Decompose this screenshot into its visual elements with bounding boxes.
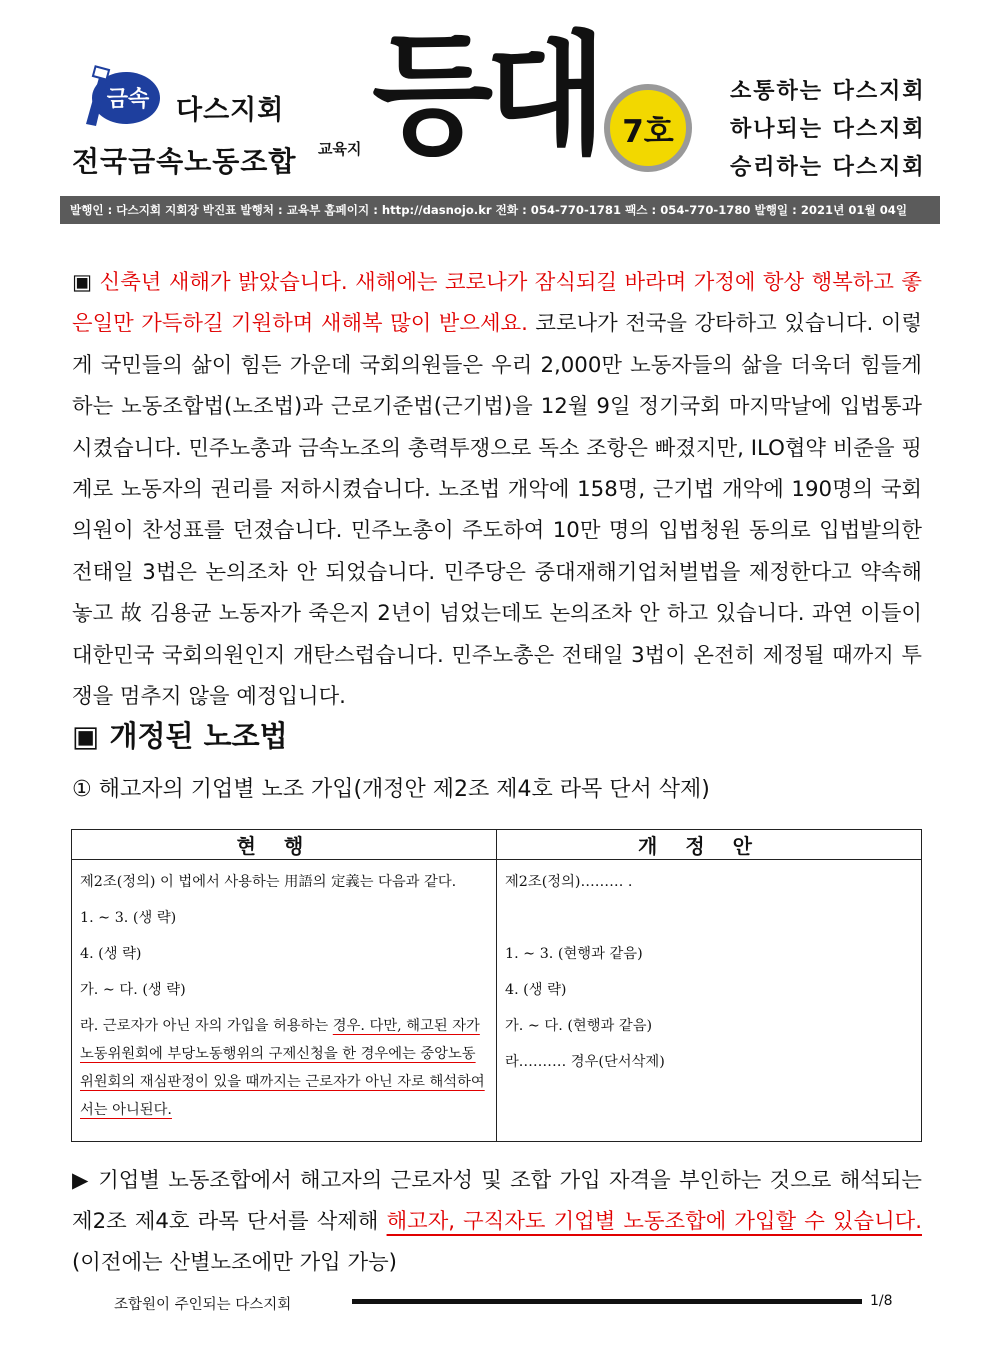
page-number: 1/8 [870,1293,893,1309]
edu-label: 교육지 [318,140,362,158]
current-p5-underlined: 경우. 다만, 해고된 자가 노동위원회에 부당노동행위의 구제신청을 한 경우에는 중앙노동위원회의 재심판정이 있을 때까지는 근로자가 아닌 자로 해석하여서는 아니된다. [80,1018,485,1118]
table-header-row [72,830,922,860]
publication-info-bar: 발행인 : 다스지회 지회장 박진표 발행처 : 교육부 홈페이지 : http://dasnojo.kr 전화 : 054-770-1781 팩스 : 054-770-1780 발행일 : 2021년 01월 04일 [60,196,940,224]
local-name: 다스지회 [176,95,285,126]
arrow-marker-icon: ▶ [72,1168,90,1193]
union-name: 전국금속노동조합 [72,145,297,178]
current-p3: 4. (생 략) [80,946,142,962]
current-p5-plain: 라. 근로자가 아닌 자의 가입을 허용하는 [80,1018,333,1034]
header-current: 현행 [72,830,497,860]
section-title: ▣ 개정된 노조법 [72,719,288,753]
revised-p4: 가. ∼ 다. (현행과 같음) [505,1018,653,1034]
conclusion-tail: (이전에는 산별노조에만 가입 가능) [72,1250,397,1275]
comparison-table [71,829,922,1142]
current-law-cell [72,860,497,1142]
newsletter-header [0,0,992,240]
current-p5 [80,1012,488,1124]
intro-body: 코로나가 전국을 강타하고 있습니다. 이렇게 국민들의 삶이 힘든 가운데 국회의원들은 우리 2,000만 노동자들의 삶을 더욱더 힘들게 하는 노동조합법(노조법)과 근로기준법(근기법)을 12월 9일 정기국회 마지막날에 입법통과시켰습니다. 민주노총과 금속노조의 총력투쟁으로 독소 조항은 빠졌지만, ILO협약 비준을 핑계로 노동자의 권리를 저하시켰습니다. 노조법 개악에 158명, 근기법 개악에 190명의 국회의원이 찬성표를 던졌습니다. 민주노총이 주도하여 10만 명의 입법청원 동의로 입법발의한 전태일 3법은 논의조차 안 되었습니다. 민주당은 중대재해기업처벌법을 제정한다고 약속해놓고 故 김용균 노동자가 죽은지 2년이 넘었는데도 논의조차 안 하고 있습니다. 과연 이들이 대한민국 국회의원인지 개탄스럽습니다. 민주노총은 전태일 3법이 온전히 제정될 때까지 투쟁을 멈추지 않을 예정입니다. [72,311,922,710]
intro-paragraph [72,262,922,717]
union-logo-icon [80,64,162,130]
current-p1: 제2조(정의) 이 법에서 사용하는 用語의 定義는 다음과 같다. [80,874,457,890]
slogan-3: 승리하는 다스지회 [730,154,926,180]
table-row [72,860,922,1142]
revised-law-cell [497,860,922,1142]
issue-badge: 7호 [604,84,692,172]
logo-text: 금속 [106,87,150,112]
section-marker: ▣ [72,270,93,295]
current-p4: 가. ∼ 다. (생 략) [80,982,186,998]
slogan-2: 하나되는 다스지회 [730,116,926,142]
conclusion-paragraph [72,1160,922,1283]
current-p2: 1. ∼ 3. (생 략) [80,910,177,926]
revised-p1: 제2조(정의)……… . [505,874,633,890]
conclusion-text: 기업별 노동조합에서 해고자의 근로자성 및 조합 가입 자격을 부인하는 것으로 해석되는 제2조 제4호 라목 단서를 삭제해 [72,1168,922,1234]
section-subtitle: ① 해고자의 기업별 노조 가입(개정안 제2조 제4호 라목 단서 삭제) [72,777,710,802]
revised-p2: 1. ∼ 3. (현행과 같음) [505,946,643,962]
revised-p3: 4. (생 략) [505,982,567,998]
slogan-1: 소통하는 다스지회 [730,78,926,104]
header-revised: 개정안 [497,830,922,860]
slogans [730,72,926,186]
conclusion-highlight: 해고자, 구직자도 기업별 노동조합에 가입할 수 있습니다. [386,1209,922,1234]
footer-slogan: 조합원이 주인되는 다스지회 [114,1297,292,1313]
revised-p1-spacer [505,904,913,932]
revised-p5: 라.……… 경우(단서삭제) [505,1054,665,1070]
newsletter-title: 등대 [372,19,600,173]
footer-divider [352,1299,862,1304]
new-year-greeting: 신축년 새해가 밝았습니다. 새해에는 코로나가 잠식되길 바라며 가정에 항상 행복하고 좋은일만 가득하길 기원하며 새해복 많이 받으세요. [72,270,922,337]
